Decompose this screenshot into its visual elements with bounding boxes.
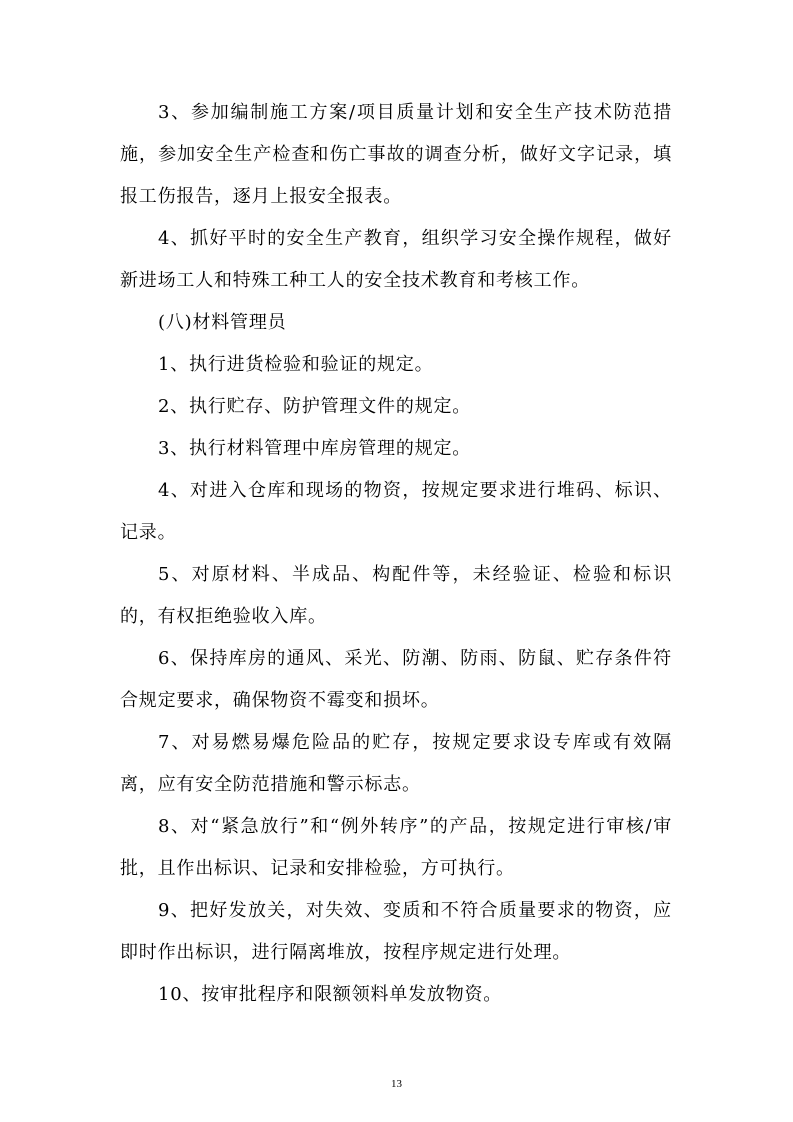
- paragraph-materials-item-7: 7、对易燃易爆危险品的贮存，按规定要求设专库或有效隔离，应有安全防范措施和警示标志。: [120, 732, 672, 795]
- paragraph-materials-item-9: 9、把好发放关，对失效、变质和不符合质量要求的物资，应即时作出标识，进行隔离堆放，按程序规定进行处理。: [120, 900, 672, 963]
- section-heading-materials-manager: (八)材料管理员: [158, 312, 287, 333]
- paragraph-safety-item-4: 4、抓好平时的安全生产教育，组织学习安全操作规程，做好新进场工人和特殊工种工人的安全技术教育和考核工作。: [120, 228, 672, 291]
- paragraph-materials-item-1: 1、执行进货检验和验证的规定。: [158, 354, 434, 375]
- paragraph-materials-item-10: 10、按审批程序和限额领料单发放物资。: [158, 984, 503, 1005]
- page-number: 13: [391, 1078, 402, 1090]
- paragraph-safety-item-3: 3、参加编制施工方案/项目质量计划和安全生产技术防范措施，参加安全生产检查和伤亡事故的调查分析，做好文字记录，填报工伤报告，逐月上报安全报表。: [120, 102, 672, 207]
- paragraph-materials-item-2: 2、执行贮存、防护管理文件的规定。: [158, 396, 472, 417]
- paragraph-materials-item-3: 3、执行材料管理中库房管理的规定。: [158, 438, 472, 459]
- paragraph-materials-item-6: 6、保持库房的通风、采光、防潮、防雨、防鼠、贮存条件符合规定要求，确保物资不霉变和损坏。: [120, 648, 672, 711]
- paragraph-materials-item-5: 5、对原材料、半成品、构配件等，未经验证、检验和标识的，有权拒绝验收入库。: [120, 564, 672, 627]
- body-text: [120, 92, 672, 1016]
- paragraph-materials-item-8: 8、对“紧急放行”和“例外转序”的产品，按规定进行审核/审批，且作出标识、记录和安排检验，方可执行。: [120, 816, 672, 879]
- paragraph-materials-item-4: 4、对进入仓库和现场的物资，按规定要求进行堆码、标识、记录。: [120, 480, 672, 543]
